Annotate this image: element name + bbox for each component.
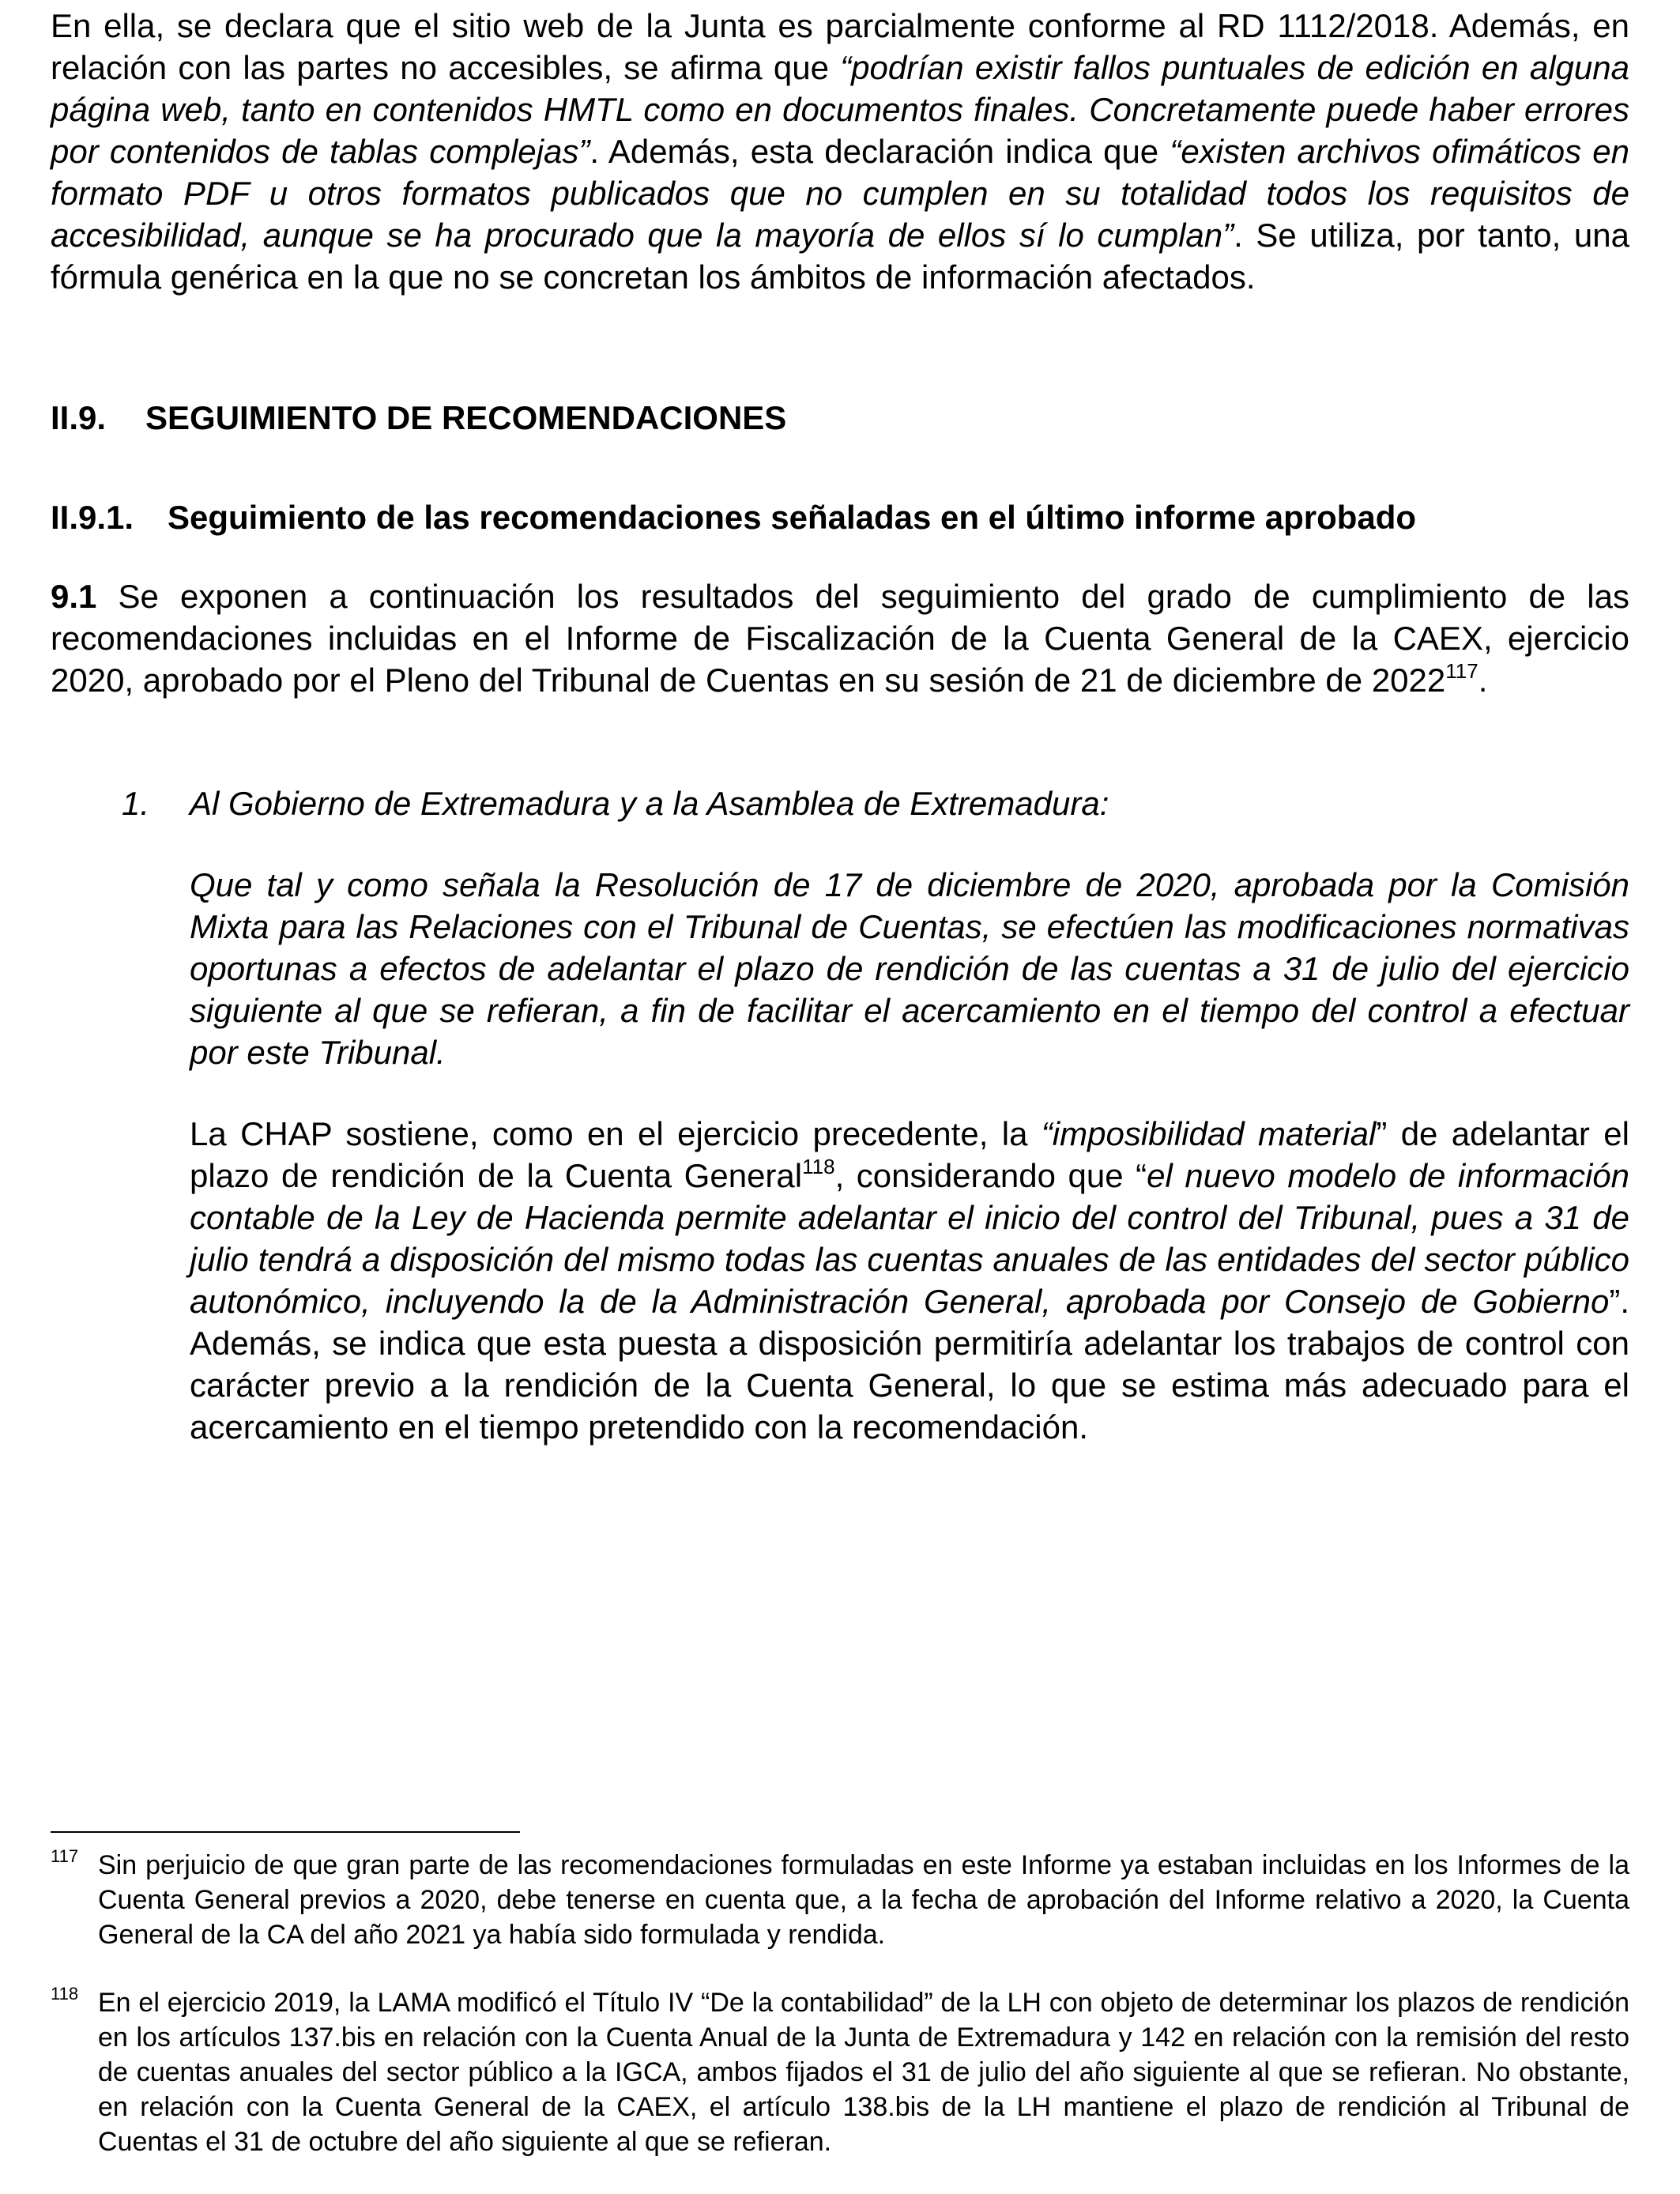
paragraph-9-1-text: Se exponen a continuación los resultados del seguimiento del grado de cumplimiento de las recomendaciones incluidas en el Informe de Fiscalización de la Cuenta General de la CAEX, ejercicio 2020, aprobado por el Pleno del Tribunal de Cuentas en su sesión de 21 de diciembre de 2022 [51, 578, 1629, 699]
footnote-mark: 117 [51, 1846, 79, 1866]
footnote-text: Sin perjuicio de que gran parte de las recomendaciones formuladas en este Informe ya estaban incluidas en los Informes de la Cuenta General previos a 2020, debe tenerse en cuenta que, a la fecha de aprobación del Informe relativo a 2020, la Cuenta General de la CA del año 2021 ya había sido formulada y rendida. [98, 1850, 1629, 1950]
chap-quote-2: el nuevo modelo de información contable de la Ley de Hacienda permite adelantar el inicio del control del Tribunal, pues a 31 de julio tendrá a disposición del mismo todas las cuentas anuales de las entidades del sector público autonómico, incluyendo la de la Administración General, aprobada por Consejo de Gobierno [190, 1157, 1629, 1320]
recommendation-text: Que tal y como señala la Resolución de 17 de diciembre de 2020, aprobada por la Comisión Mixta para las Relaciones con el Tribunal de Cuentas, se efectúen las modificaciones normativas oportunas a efectos de adelantar el plazo de rendición de las cuentas a 31 de julio del ejercicio siguiente al que se refieran, a fin de facilitar el acercamiento en el tiempo del control a efectuar por este Tribunal. [190, 866, 1629, 1071]
subsection-title: Seguimiento de las recomendaciones señaladas en el último informe aprobado [168, 499, 1417, 536]
chap-text-1: La CHAP sostiene, como en el ejercicio precedente, la [190, 1115, 1042, 1152]
paragraph-number: 9.1 [51, 578, 97, 615]
intro-text-1: En ella, se declara que el sitio web de la Junta es parcialmente conforme al RD 1112/2018. Además, en relación con las partes no accesibles, se afirma que [51, 7, 1629, 86]
list-item-title: Al Gobierno de Extremadura y a la Asamblea de Extremadura: [190, 785, 1109, 822]
section-title: SEGUIMIENTO DE RECOMENDACIONES [145, 399, 787, 436]
chap-text-3: , considerando que “ [834, 1157, 1147, 1194]
chap-text-4: ”. Además, se indica que esta puesta a disposición permitiría adelantar los trabajos de control con carácter previo a la rendición de la Cuenta General, lo que se estima más adecuado para el acercamiento en el tiempo pretendido con la recomendación. [190, 1283, 1629, 1446]
paragraph-9-1 [51, 575, 1629, 701]
intro-text-2: . Además, esta declaración indica que [590, 133, 1170, 170]
footnote-mark: 118 [51, 1984, 79, 2004]
chap-text-2: ” de adelantar el plazo de rendición de la Cuenta General [190, 1115, 1629, 1194]
intro-paragraph [51, 5, 1629, 298]
intro-text-3: . Se utiliza, por tanto, una fórmula genérica en la que no se concretan los ámbitos de información afectados. [51, 217, 1629, 296]
subsection-number: II.9.1. [51, 499, 134, 536]
footnote-ref-118[interactable]: 118 [802, 1155, 835, 1178]
list-item-number: 1. [122, 785, 150, 822]
paragraph-9-1-end: . [1478, 662, 1488, 699]
chap-quote-1: “imposibilidad material [1041, 1115, 1377, 1152]
intro-quote-1: “podrían existir fallos puntuales de edición en alguna página web, tanto en contenidos HMTL como en documentos finales. Concretamente puede haber errores por contenidos de tablas complejas” [51, 49, 1629, 170]
subsection-heading [51, 496, 1416, 538]
footnote-text: En el ejercicio 2019, la LAMA modificó el Título IV “De la contabilidad” de la LH con objeto de determinar los plazos de rendición en los artículos 137.bis en relación con la Cuenta Anual de la Junta de Extremadura y 142 en relación con la remisión del resto de cuentas anuales del sector público a la IGCA, ambos fijados el 31 de julio del año siguiente al que se refieran. No obstante, en relación con la Cuenta General de la CAEX, el artículo 138.bis de la LH mantiene el plazo de rendición al Tribunal de Cuentas el 31 de octubre del año siguiente al que se refieran. [98, 1988, 1629, 2157]
list-item-1 [122, 782, 1109, 824]
intro-quote-2: “existen archivos ofimáticos en formato PDF u otros formatos publicados que no cumplen en su totalidad todos los requisitos de accesibilidad, aunque se ha procurado que la mayoría de ellos sí lo cumplan” [51, 133, 1630, 254]
footnote-separator [51, 1831, 520, 1833]
footnote-118 [51, 1985, 1629, 2159]
section-number: II.9. [51, 399, 107, 436]
section-heading [51, 397, 786, 439]
chap-paragraph [190, 1113, 1629, 1448]
footnote-ref-117[interactable]: 117 [1445, 659, 1478, 683]
footnote-117 [51, 1848, 1629, 1952]
